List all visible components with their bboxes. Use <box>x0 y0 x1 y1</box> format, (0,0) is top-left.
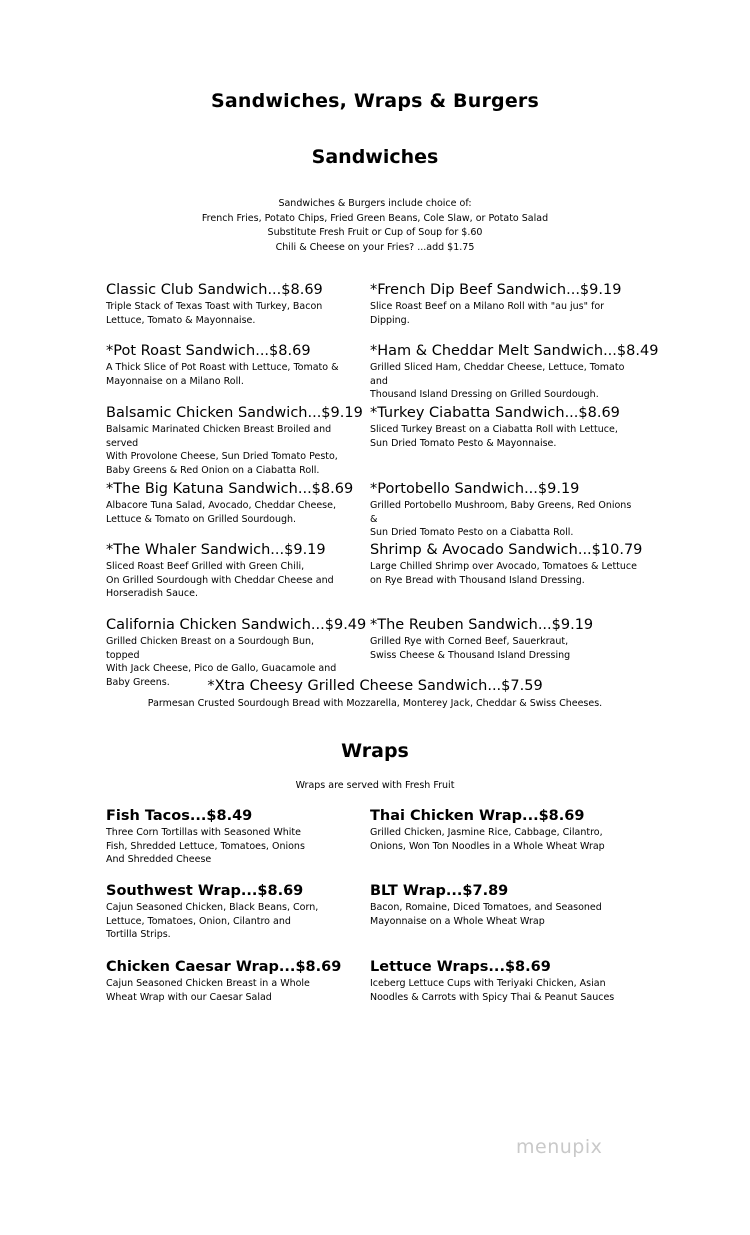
desc-line: Three Corn Tortillas with Seasoned White <box>106 827 301 838</box>
menu-item-classic-club <box>106 281 346 327</box>
item-name: Classic Club Sandwich...$8.69 <box>106 282 323 298</box>
desc-line: Baby Greens. <box>106 676 170 688</box>
menu-item-chicken-caesar-wrap <box>106 958 346 1004</box>
menu-item-reuben <box>370 616 640 662</box>
item-name: *The Big Katuna Sandwich...$8.69 <box>106 481 354 497</box>
desc-line: Cajun Seasoned Chicken Breast in a Whole <box>106 978 310 989</box>
item-name: *Xtra Cheesy Grilled Cheese Sandwich...$7.59 <box>207 678 543 694</box>
intro-line: Substitute Fresh Fruit or Cup of Soup for $.60 <box>267 227 483 238</box>
item-description <box>370 300 640 327</box>
desc-line: Horseradish Sauce. <box>106 588 199 599</box>
item-name: Chicken Caesar Wrap...$8.69 <box>106 959 342 975</box>
item-name: *French Dip Beef Sandwich...$9.19 <box>370 282 622 298</box>
item-description <box>106 361 346 388</box>
wraps-intro: Wraps are served with Fresh Fruit <box>295 780 455 791</box>
desc-line: Slice Roast Beef on a Milano Roll with "au jus" for <box>370 301 605 312</box>
desc-line: Grilled Rye with Corned Beef, Sauerkraut, <box>370 636 569 647</box>
item-name: *Ham & Cheddar Melt Sandwich...$8.49 <box>370 343 659 359</box>
menu-item-balsamic-chicken <box>106 404 363 477</box>
item-description <box>106 560 346 601</box>
item-name: *The Whaler Sandwich...$9.19 <box>106 542 326 558</box>
desc-line: Onions, Won Ton Noodles in a Whole Wheat Wrap <box>370 840 605 852</box>
desc-line: Lettuce & Tomato on Grilled Sourdough. <box>106 513 297 525</box>
menu-item-fish-tacos <box>106 807 346 867</box>
item-description <box>370 423 640 450</box>
item-description <box>370 361 640 402</box>
item-description: Parmesan Crusted Sourdough Bread with Mozzarella, Monterey Jack, Cheddar & Swiss Cheeses. <box>147 698 603 709</box>
desc-line: A Thick Slice of Pot Roast with Lettuce, Tomato & <box>106 362 339 373</box>
item-description <box>106 826 346 867</box>
desc-line: Wheat Wrap with our Caesar Salad <box>106 991 272 1003</box>
desc-line: Tortilla Strips. <box>106 929 171 940</box>
item-description <box>370 901 640 928</box>
desc-line: Dipping. <box>370 314 410 326</box>
intro-line: French Fries, Potato Chips, Fried Green Beans, Cole Slaw, or Potato Salad <box>201 212 549 224</box>
desc-line: Swiss Cheese & Thousand Island Dressing <box>370 649 571 661</box>
intro-line: Chili & Cheese on your Fries? ...add $1.75 <box>275 241 475 253</box>
menu-item-lettuce-wraps <box>370 958 640 1004</box>
menu-item-ham-cheddar <box>370 342 659 402</box>
desc-line: Fish, Shredded Lettuce, Tomatoes, Onions <box>106 840 305 852</box>
item-name: Lettuce Wraps...$8.69 <box>370 959 551 975</box>
desc-line: Lettuce, Tomato & Mayonnaise. <box>106 314 256 326</box>
desc-line: Balsamic Marinated Chicken Breast Broiled and served <box>106 424 332 449</box>
desc-line: Triple Stack of Texas Toast with Turkey, Bacon <box>106 301 323 312</box>
desc-line: Sun Dried Tomato Pesto & Mayonnaise. <box>370 437 557 449</box>
menu-item-pot-roast <box>106 342 346 388</box>
item-description <box>370 977 640 1004</box>
item-name: Fish Tacos...$8.49 <box>106 808 253 824</box>
menu-item-whaler <box>106 541 346 601</box>
menu-item-turkey-ciabatta <box>370 404 640 450</box>
item-name: California Chicken Sandwich...$9.49 <box>106 617 367 633</box>
desc-line: Large Chilled Shrimp over Avocado, Tomatoes & Lettuce <box>370 561 637 572</box>
desc-line: On Grilled Sourdough with Cheddar Cheese and <box>106 574 334 586</box>
desc-line: Grilled Sliced Ham, Cheddar Cheese, Lettuce, Tomato and <box>370 362 625 387</box>
item-description <box>106 901 346 942</box>
menu-item-shrimp-avocado <box>370 541 643 587</box>
item-description <box>370 499 640 540</box>
desc-line: Iceberg Lettuce Cups with Teriyaki Chicken, Asian <box>370 978 606 989</box>
desc-line: Sliced Roast Beef Grilled with Green Chili, <box>106 561 305 572</box>
desc-line: With Provolone Cheese, Sun Dried Tomato Pesto, <box>106 451 338 462</box>
item-name: *Turkey Ciabatta Sandwich...$8.69 <box>370 405 620 421</box>
desc-line: Grilled Chicken Breast on a Sourdough Bun, topped <box>106 636 315 661</box>
item-name: Balsamic Chicken Sandwich...$9.19 <box>106 405 363 421</box>
desc-line: Cajun Seasoned Chicken, Black Beans, Corn, <box>106 902 319 913</box>
item-description <box>370 560 640 587</box>
desc-line: Thousand Island Dressing on Grilled Sourdough. <box>370 389 599 400</box>
page-title: Sandwiches, Wraps & Burgers <box>211 90 539 112</box>
item-description <box>370 826 640 853</box>
item-name: Southwest Wrap...$8.69 <box>106 883 304 899</box>
menu-item-xtra-cheesy <box>0 677 750 711</box>
desc-line: on Rye Bread with Thousand Island Dressing. <box>370 574 585 586</box>
item-name: Thai Chicken Wrap...$8.69 <box>370 808 585 824</box>
menu-item-portobello <box>370 480 640 540</box>
sandwiches-heading: Sandwiches <box>311 146 439 168</box>
desc-line: Lettuce, Tomatoes, Onion, Cilantro and <box>106 915 291 927</box>
menu-item-french-dip <box>370 281 640 327</box>
item-description <box>370 635 640 662</box>
desc-line: Grilled Portobello Mushroom, Baby Greens, Red Onions & <box>370 500 632 525</box>
sandwiches-intro <box>0 197 750 255</box>
item-name: *Pot Roast Sandwich...$8.69 <box>106 343 311 359</box>
desc-line: And Shredded Cheese <box>106 854 212 865</box>
desc-line: Grilled Chicken, Jasmine Rice, Cabbage, Cilantro, <box>370 827 603 838</box>
item-description <box>106 423 346 477</box>
item-name: BLT Wrap...$7.89 <box>370 883 509 899</box>
desc-line: With Jack Cheese, Pico de Gallo, Guacamole and <box>106 663 337 674</box>
desc-line: Bacon, Romaine, Diced Tomatoes, and Seasoned <box>370 902 602 913</box>
desc-line: Baby Greens & Red Onion on a Ciabatta Roll. <box>106 464 320 476</box>
menu-item-big-katuna <box>106 480 354 526</box>
item-name: *The Reuben Sandwich...$9.19 <box>370 617 594 633</box>
desc-line: Noodles & Carrots with Spicy Thai & Peanut Sauces <box>370 991 615 1003</box>
menu-item-blt-wrap <box>370 882 640 928</box>
desc-line: Mayonnaise on a Milano Roll. <box>106 375 244 387</box>
item-name: Shrimp & Avocado Sandwich...$10.79 <box>370 542 643 558</box>
desc-line: Mayonnaise on a Whole Wheat Wrap <box>370 915 545 927</box>
item-description <box>106 499 346 526</box>
watermark-logo: menupix <box>516 1136 603 1158</box>
intro-line: Sandwiches & Burgers include choice of: <box>278 198 472 209</box>
menu-item-southwest-wrap <box>106 882 346 942</box>
desc-line: Sun Dried Tomato Pesto on a Ciabatta Roll. <box>370 527 574 538</box>
menu-item-thai-chicken-wrap <box>370 807 640 853</box>
wraps-heading: Wraps <box>341 740 409 762</box>
item-name: *Portobello Sandwich...$9.19 <box>370 481 580 497</box>
item-description <box>106 977 346 1004</box>
desc-line: Sliced Turkey Breast on a Ciabatta Roll with Lettuce, <box>370 424 618 435</box>
desc-line: Albacore Tuna Salad, Avocado, Cheddar Cheese, <box>106 500 336 511</box>
item-description <box>106 300 346 327</box>
